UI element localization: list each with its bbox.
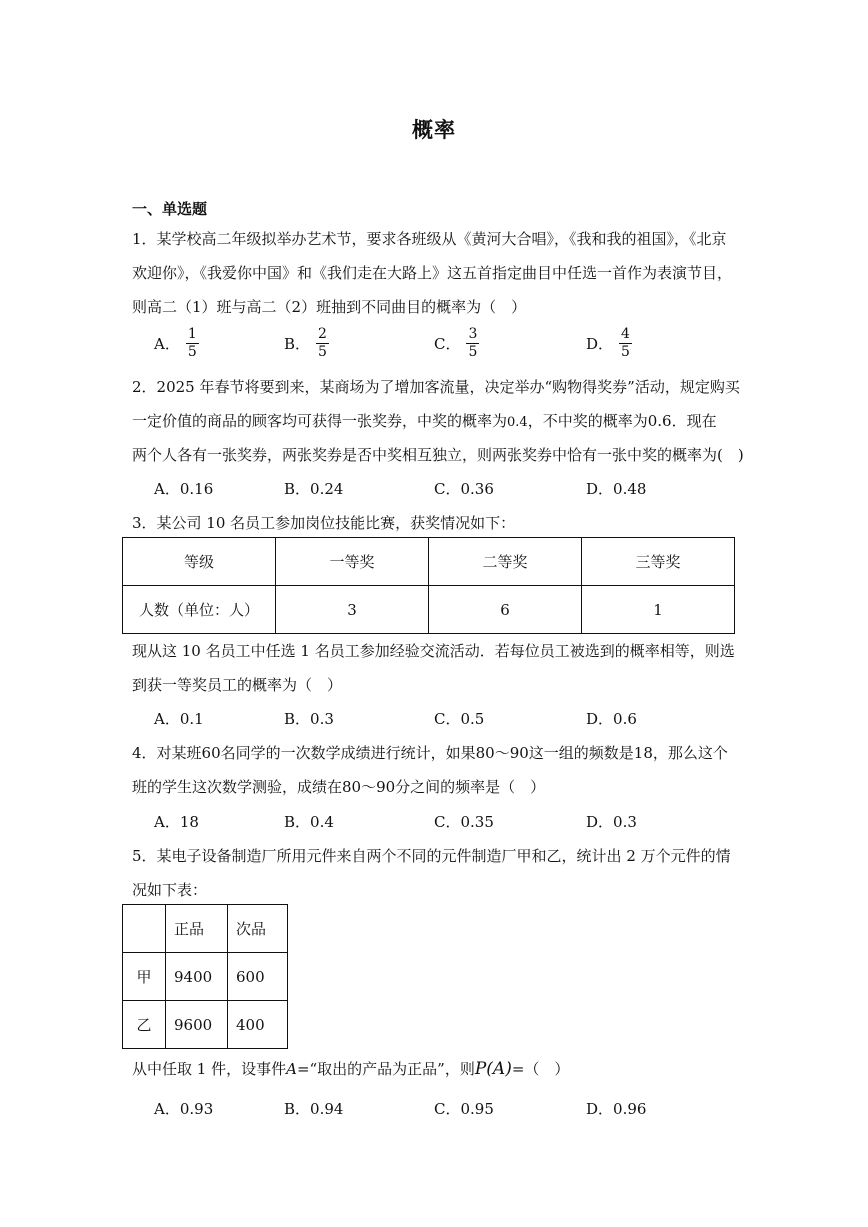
table-row [123, 1001, 288, 1049]
table-cell: 乙 [123, 1001, 166, 1049]
q3-option-a[interactable]: A．0.1 [154, 710, 204, 728]
q3-option-b[interactable]: B．0.3 [284, 710, 334, 728]
q1-line-3: 则高二（1）班与高二（2）班抽到不同曲目的概率为（ ） [132, 298, 527, 316]
q4-line-1: 4．对某班60名同学的一次数学成绩进行统计，如果80～90这一组的频数是18，那么这个 [132, 744, 728, 762]
q1-option-c[interactable]: C． $\frac{3}{5}$ [434, 326, 478, 360]
table-row [123, 953, 288, 1001]
q2-line-3: 两个人各有一张奖券，两张奖券是否中奖相互独立，则两张奖券中恰有一张中奖的概率为( ) [132, 446, 744, 464]
table-cell [123, 905, 166, 953]
table-cell: 6 [429, 586, 582, 634]
q3-line-2: 到获一等奖员工的概率为（ ） [132, 676, 343, 694]
q2-option-b[interactable]: B．0.24 [284, 480, 344, 498]
q5-option-a[interactable]: A．0.93 [154, 1100, 214, 1118]
table-cell: 9400 [166, 953, 228, 1001]
q2-line-1: 2．2025 年春节将要到来，某商场为了增加客流量，决定举办“购物得奖券”活动，规定购买 [132, 378, 740, 396]
table-cell: 三等奖 [582, 538, 735, 586]
q5-line-1: 5．某电子设备制造厂所用元件来自两个不同的元件制造厂甲和乙，统计出 2 万个元件的情 [132, 847, 731, 865]
q2-option-a[interactable]: A．0.16 [154, 480, 214, 498]
table-cell: 600 [228, 953, 288, 1001]
q3-line-1: 现从这 10 名员工中任选 1 名员工参加经验交流活动．若每位员工被选到的概率相等，则选 [132, 642, 735, 660]
table-cell: 9600 [166, 1001, 228, 1049]
q5-option-b[interactable]: B．0.94 [284, 1100, 344, 1118]
table-cell: 一等奖 [276, 538, 429, 586]
q2-lose-probability: 0.6 [647, 412, 672, 430]
table-cell: 3 [276, 586, 429, 634]
q2-option-d[interactable]: D．0.48 [586, 480, 647, 498]
q2-option-c[interactable]: C．0.36 [434, 480, 494, 498]
q4-option-b[interactable]: B．0.4 [284, 813, 334, 831]
section-heading: 一、单选题 [132, 200, 208, 218]
q3-option-d[interactable]: D．0.6 [586, 710, 637, 728]
table-cell: 次品 [228, 905, 288, 953]
probability-expression: P(A) [474, 1059, 512, 1079]
q1-line-2: 欢迎你》，《我爱你中国》和《我们走在大路上》这五首指定曲目中任选一首作为表演节目， [132, 264, 733, 282]
q2-win-probability: 0.4 [507, 415, 528, 430]
table-cell: 二等奖 [429, 538, 582, 586]
page-title: 概率 [412, 118, 456, 142]
q4-option-c[interactable]: C．0.35 [434, 813, 494, 831]
q3-intro: 3．某公司 10 名员工参加岗位技能比赛，获奖情况如下： [132, 514, 516, 532]
table-row [123, 586, 735, 634]
table-cell: 甲 [123, 953, 166, 1001]
q5-option-c[interactable]: C．0.95 [434, 1100, 494, 1118]
q1-line-1: 1．某学校高二年级拟举办艺术节，要求各班级从《黄河大合唱》，《我和我的祖国》，《北京 [132, 230, 727, 248]
q4-option-d[interactable]: D．0.3 [586, 813, 637, 831]
table-cell: 1 [582, 586, 735, 634]
table-row [123, 905, 288, 953]
q3-option-c[interactable]: C．0.5 [434, 710, 485, 728]
table-row [123, 538, 735, 586]
q5-line-2: 况如下表： [132, 881, 208, 899]
table-cell: 等级 [123, 538, 276, 586]
q3-award-table [122, 537, 735, 634]
q1-option-b[interactable]: B． $\frac{2}{5}$ [284, 326, 327, 360]
q4-line-2: 班的学生这次数学测验，成绩在80～90分之间的频率是（ ） [132, 778, 546, 796]
table-cell: 400 [228, 1001, 288, 1049]
table-cell: 正品 [166, 905, 228, 953]
q4-option-a[interactable]: A．18 [154, 813, 199, 831]
q5-option-d[interactable]: D．0.96 [586, 1100, 647, 1118]
q1-option-a[interactable]: A． $\frac{1}{5}$ [154, 326, 197, 360]
event-symbol: A [286, 1060, 297, 1078]
table-cell: 人数（单位：人） [123, 586, 276, 634]
q5-question: 从中任取 1 件，设事件A=“取出的产品为正品”，则P(A)=（ ） [132, 1059, 570, 1079]
q5-parts-table [122, 904, 288, 1049]
q1-option-d[interactable]: D． $\frac{4}{5}$ [586, 326, 630, 360]
q2-line-2: 一定价值的商品的顾客均可获得一张奖券，中奖的概率为0.4，不中奖的概率为0.6．现在 [132, 412, 717, 430]
